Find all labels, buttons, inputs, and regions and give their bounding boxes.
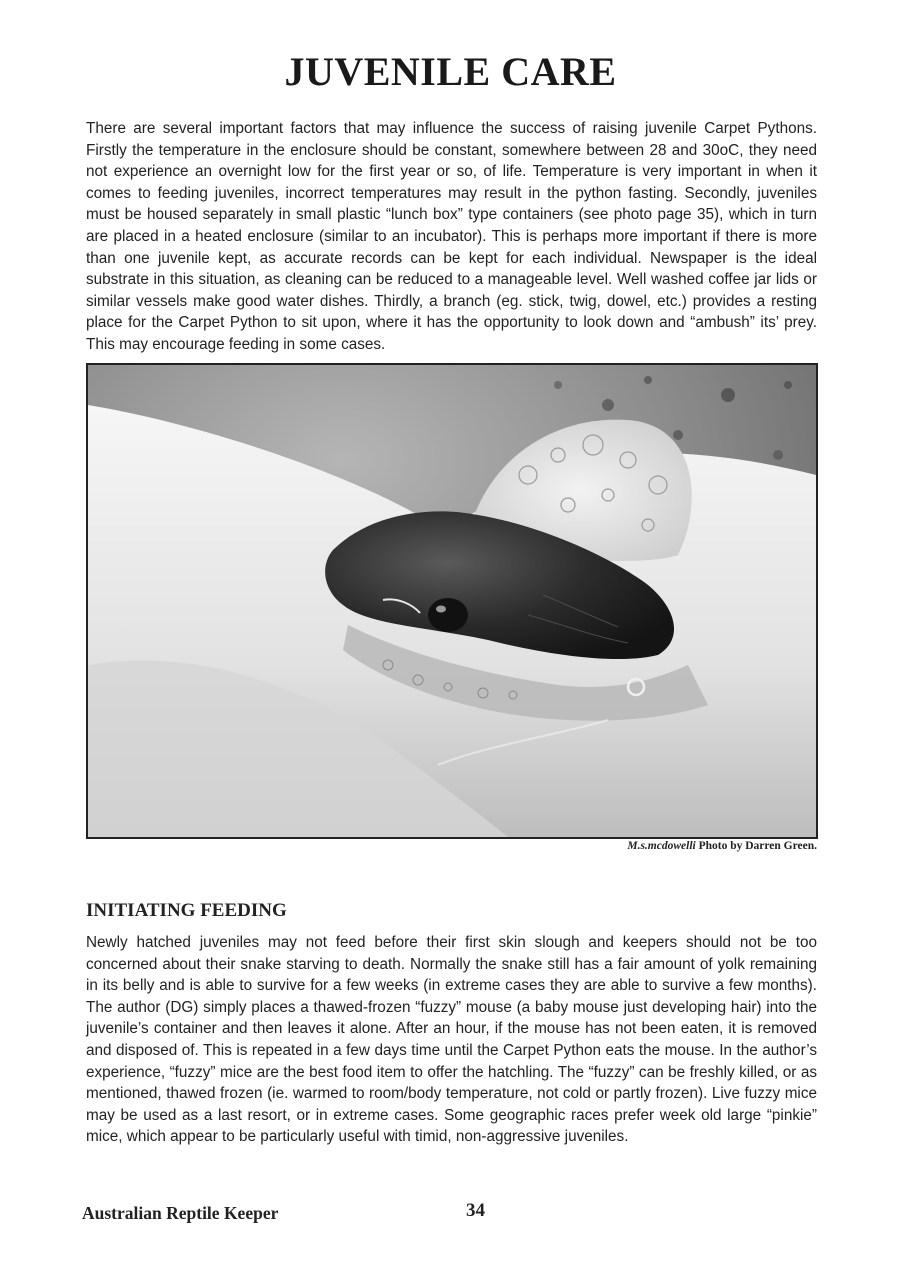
caption-species: M.s.mcdowelli: [627, 840, 696, 852]
intro-paragraph: There are several important factors that may influence the success of raising juvenile Carpet Pythons. Firstly the temperature in the enclosure should be constant, somewhere between 28 and 30oC, they need not experience an overnight low for the first year or so, of life. Temperature is very important in when it comes to feeding juveniles, incorrect temperatures may result in the python fasting. Secondly, juveniles must be housed separately in small plastic “lunch box” type containers (see photo page 35), which in turn are placed in a heated enclosure (similar to an incubator). This is perhaps more important if there is more than one juvenile kept, as accurate records can be kept for each individual. Newspaper is the ideal substrate in this situation, as cleaning can be reduced to a manageable level. Well washed coffee jar lids or similar vessels make good water dishes. Thirdly, a branch (eg. stick, twig, dowel, etc.) provides a resting place for the Carpet Python to sit upon, where it has the opportunity to look down and “ambush” its’ prey. This may encourage feeding in some cases.: [86, 120, 817, 353]
photo-illustration: [88, 365, 816, 837]
python-hatchling-photo: [86, 363, 818, 839]
section-heading: INITIATING FEEDING: [86, 900, 287, 921]
feeding-paragraph: Newly hatched juveniles may not feed before their first skin slough and keepers should not be too concerned about their snake starving to death. Normally the snake still has a fair amount of yolk remaining in its belly and is able to survive for a few weeks (in extreme cases they are able to survive a few months). The author (DG) simply places a thawed-frozen “fuzzy” mouse (a baby mouse just developing hair) into the juvenile’s container and then leaves it alone. After an hour, if the mouse has not been eaten, it is removed and disposed of. This is repeated in a few days time until the Carpet Python eats the mouse. In the author’s experience, “fuzzy” mice are the best food item to offer the hatchling. The “fuzzy” can be freshly killed, or as mentioned, thawed frozen (ie. warmed to room/body temperature, not cold or partly frozen). Live fuzzy mice may be used as a last resort, or in extreme cases. Some geographic races prefer week old large “pinkie” mice, which appear to be particularly useful with timid, non-aggressive juveniles.: [86, 934, 817, 1146]
page-number: 34: [466, 1200, 485, 1221]
caption-credit: Photo by Darren Green.: [695, 840, 817, 852]
photo-caption: [627, 840, 817, 852]
footer-publication: Australian Reptile Keeper: [82, 1203, 279, 1223]
page-title: JUVENILE CARE: [284, 49, 617, 94]
